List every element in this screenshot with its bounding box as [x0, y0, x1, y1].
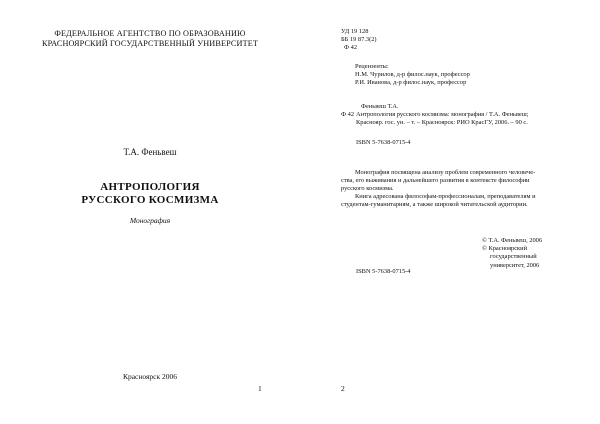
publisher-line-2: КРАСНОЯРСКИЙ ГОСУДАРСТВЕННЫЙ УНИВЕРСИТЕТ [41, 39, 259, 48]
reviewer-1: Н.М. Чурилов, д-р филос.наук, профессор [355, 71, 470, 79]
catalog-mark: Ф 42 [341, 111, 355, 118]
abstract-line-5: студентам-гуманитариям, а также широкой читательской аудитории. [341, 201, 528, 209]
catalog-line-1: Антропология русского космизма: монография / Т.А. Феньвеш; [356, 111, 529, 118]
catalog-author: Феньвеш Т.А. [361, 103, 399, 110]
reviewers-label: Рецензенты: [355, 63, 389, 70]
book-title-line-1: АНТРОПОЛОГИЯ [100, 181, 200, 193]
genre-label: Монография [129, 216, 171, 225]
book-title-line-2: РУССКОГО КОСМИЗМА [81, 194, 219, 206]
udc-code: УД 19 128 [341, 28, 369, 35]
copyright-line-1: © Т.А. Феньвеш, 2006 [482, 237, 543, 244]
isbn-bottom: ISBN 5-7638-0715-4 [356, 268, 411, 275]
catalog-description [356, 111, 528, 127]
page-number-left: 1 [258, 384, 262, 393]
publisher-line-1: ФЕДЕРАЛЬНОЕ АГЕНТСТВО ПО ОБРАЗОВАНИЮ [54, 29, 246, 38]
abstract [341, 169, 536, 209]
copyright-block [482, 237, 542, 270]
reviewer-2: Р.И. Иванова, д-р филос.наук, профессор [355, 79, 467, 87]
classification-block [341, 28, 377, 53]
page-number-right: 2 [341, 384, 345, 393]
abstract-line-1: Монография посвящена анализу проблем современного человече- [355, 169, 536, 176]
abstract-line-4: Книга адресована философам-профессионалам, преподавателям и [355, 193, 536, 201]
isbn-top: ISBN 5-7638-0715-4 [356, 139, 411, 146]
author-mark: Ф 42 [344, 44, 358, 52]
copyright-line-2: © Красноярский [482, 245, 527, 253]
city-year: Красноярск 2006 [122, 372, 178, 381]
abstract-line-3: русского космизма. [341, 185, 394, 193]
copyright-line-4: университет, 2006 [490, 261, 540, 269]
abstract-line-2: ства, его выживания и дальнейшего развития в контексте философии [341, 177, 530, 185]
bbk-code: ББ 19 87.3(2) [341, 36, 377, 44]
catalog-line-2: Краснояр. гос. ун. – т. – Красноярск: РИО КрасГУ, 2006. – 90 с. [356, 119, 528, 127]
reviewers-block [355, 63, 470, 88]
copyright-line-3: государственный [490, 253, 537, 261]
imprint-page [300, 0, 600, 424]
author-name: Т.А. Феньвеш [123, 147, 177, 157]
